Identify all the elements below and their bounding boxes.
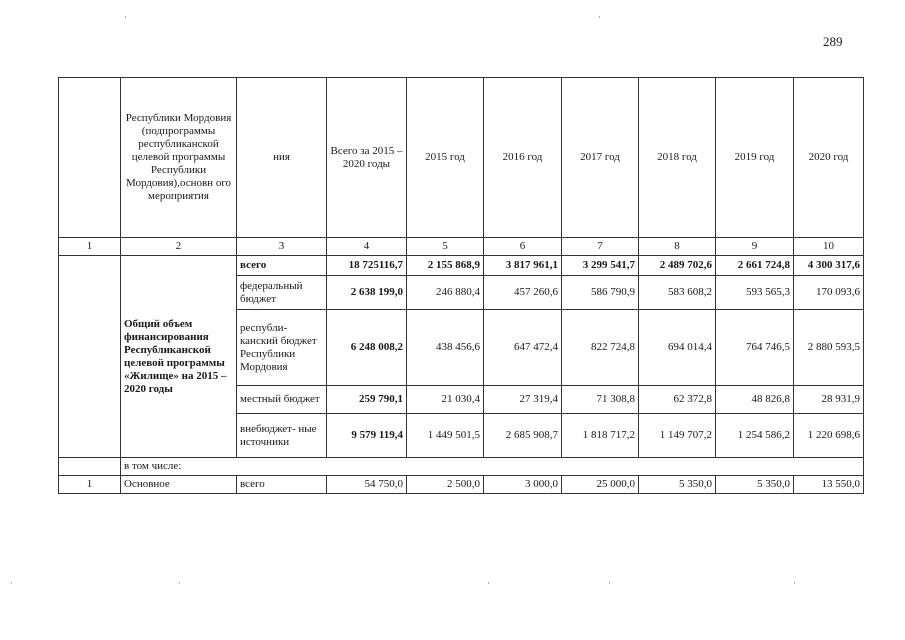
year-value: 1 449 501,5 <box>407 414 484 458</box>
funding-source: республи- канский бюджет Республики Мордовия <box>237 310 327 386</box>
year-value: 2 155 868,9 <box>407 256 484 276</box>
year-value: 3 000,0 <box>484 476 562 494</box>
scan-speck: · <box>598 12 601 22</box>
scan-speck: · <box>178 578 181 588</box>
header-cell-name: Республики Мордовия (подпрограммы республиканской целевой программы Республики Мордовия),основн ого мероприятия <box>121 78 237 238</box>
year-value: 27 319,4 <box>484 386 562 414</box>
year-value: 28 931,9 <box>794 386 864 414</box>
year-value: 1 254 586,2 <box>716 414 794 458</box>
year-value: 21 030,4 <box>407 386 484 414</box>
year-value: 4 300 317,6 <box>794 256 864 276</box>
year-value: 2 661 724,8 <box>716 256 794 276</box>
year-value: 593 565,3 <box>716 276 794 310</box>
year-value: 3 299 541,7 <box>562 256 639 276</box>
scan-speck: · <box>10 578 13 588</box>
header-cell-year: 2017 год <box>562 78 639 238</box>
funding-source: всего <box>237 256 327 276</box>
program-number-cell <box>59 256 121 458</box>
year-value: 71 308,8 <box>562 386 639 414</box>
column-number: 3 <box>237 238 327 256</box>
header-row <box>59 78 864 238</box>
year-value: 2 489 702,6 <box>639 256 716 276</box>
year-value: 438 456,6 <box>407 310 484 386</box>
header-cell-number <box>59 78 121 238</box>
scan-speck: · <box>608 578 611 588</box>
header-cell-year: 2019 год <box>716 78 794 238</box>
year-value: 170 093,6 <box>794 276 864 310</box>
table-row <box>59 476 864 494</box>
numbering-row <box>59 238 864 256</box>
including-row <box>59 458 864 476</box>
year-value: 647 472,4 <box>484 310 562 386</box>
funding-source: всего <box>237 476 327 494</box>
column-number: 6 <box>484 238 562 256</box>
year-value: 457 260,6 <box>484 276 562 310</box>
year-value: 1 818 717,2 <box>562 414 639 458</box>
year-value: 48 826,8 <box>716 386 794 414</box>
year-value: 764 746,5 <box>716 310 794 386</box>
year-value: 822 724,8 <box>562 310 639 386</box>
funding-source: внебюджет- ные источники <box>237 414 327 458</box>
column-number: 5 <box>407 238 484 256</box>
budget-table <box>58 77 864 494</box>
total-value: 18 725116,7 <box>327 256 407 276</box>
year-value: 62 372,8 <box>639 386 716 414</box>
column-number: 1 <box>59 238 121 256</box>
activity-name: Основное <box>121 476 237 494</box>
scan-speck: · <box>124 12 127 22</box>
year-value: 13 550,0 <box>794 476 864 494</box>
header-cell-source: ния <box>237 78 327 238</box>
total-value: 6 248 008,2 <box>327 310 407 386</box>
year-value: 25 000,0 <box>562 476 639 494</box>
header-cell-year: 2016 год <box>484 78 562 238</box>
header-cell-year: 2020 год <box>794 78 864 238</box>
table-row <box>59 256 864 276</box>
header-cell-year: 2018 год <box>639 78 716 238</box>
page-number: 289 <box>823 34 843 49</box>
year-value: 583 608,2 <box>639 276 716 310</box>
year-value: 694 014,4 <box>639 310 716 386</box>
program-name: Общий объем финансирования Республиканской целевой программы «Жилище» на 2015 – 2020 годы <box>121 256 237 458</box>
year-value: 2 500,0 <box>407 476 484 494</box>
year-value: 3 817 961,1 <box>484 256 562 276</box>
year-value: 5 350,0 <box>716 476 794 494</box>
year-value: 5 350,0 <box>639 476 716 494</box>
total-value: 9 579 119,4 <box>327 414 407 458</box>
row-number: 1 <box>59 476 121 494</box>
header-cell-year: 2015 год <box>407 78 484 238</box>
total-value: 54 750,0 <box>327 476 407 494</box>
scan-speck: · <box>793 578 796 588</box>
year-value: 2 880 593,5 <box>794 310 864 386</box>
funding-source: федеральный бюджет <box>237 276 327 310</box>
year-value: 1 149 707,2 <box>639 414 716 458</box>
scan-speck: · <box>487 578 490 588</box>
year-value: 246 880,4 <box>407 276 484 310</box>
column-number: 9 <box>716 238 794 256</box>
column-number: 8 <box>639 238 716 256</box>
year-value: 2 685 908,7 <box>484 414 562 458</box>
column-number: 7 <box>562 238 639 256</box>
year-value: 586 790,9 <box>562 276 639 310</box>
column-number: 10 <box>794 238 864 256</box>
funding-source: местный бюджет <box>237 386 327 414</box>
total-value: 2 638 199,0 <box>327 276 407 310</box>
total-value: 259 790,1 <box>327 386 407 414</box>
column-number: 4 <box>327 238 407 256</box>
header-cell-total: Всего за 2015 – 2020 годы <box>327 78 407 238</box>
column-number: 2 <box>121 238 237 256</box>
including-blank-cell <box>59 458 121 476</box>
including-label: в том числе: <box>121 458 864 476</box>
year-value: 1 220 698,6 <box>794 414 864 458</box>
